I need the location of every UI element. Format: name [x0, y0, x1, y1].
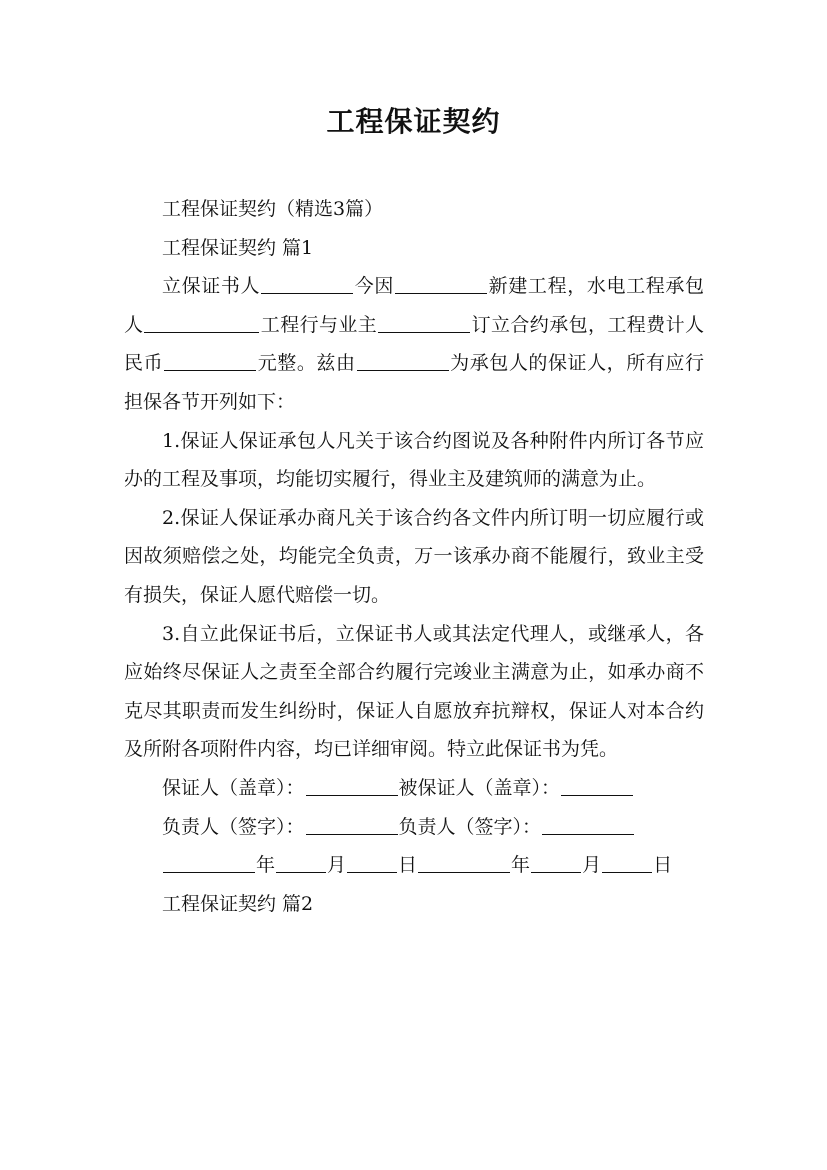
section-heading-2: 工程保证契约 篇2	[162, 892, 314, 915]
blank-responsible-2	[542, 815, 634, 835]
intro-text-3: 新建工程，水电工程承包人	[124, 275, 704, 336]
month-label-2: 月	[582, 854, 602, 877]
blank-year-1	[163, 853, 255, 873]
intro-text-1: 立保证书人	[162, 275, 261, 298]
blank-responsible-1	[306, 815, 398, 835]
intro-text-6: 元整。兹由	[257, 352, 356, 375]
guarantor-seal-label: 保证人（盖章）：	[162, 776, 305, 799]
blank-amount	[164, 351, 256, 371]
blank-guaranteed-seal	[561, 776, 633, 796]
guaranteed-seal-label: 被保证人（盖章）：	[398, 776, 561, 799]
subtitle: 工程保证契约（精选3篇）	[162, 198, 384, 220]
clause-1: 1.保证人保证承包人凡关于该合约图说及各种附件内所订各节应办的工程及事项，均能切实履行，得业主及建筑师的满意为止。	[124, 429, 704, 491]
intro-text-4: 工程行与业主	[260, 313, 378, 336]
blank-year-2	[418, 853, 510, 873]
blank-surety	[357, 351, 449, 371]
year-label-2: 年	[511, 854, 531, 877]
blank-project	[395, 274, 487, 294]
document-title: 工程保证契约	[326, 105, 501, 138]
intro-text-5: 订立合约承包，工程费计人民币	[124, 313, 704, 375]
signature-line-seal	[124, 769, 704, 808]
responsible-label-2: 负责人（签字）：	[398, 815, 542, 838]
year-label-1: 年	[256, 854, 276, 877]
blank-day-2	[602, 853, 652, 873]
responsible-label-1: 负责人（签字）：	[162, 815, 305, 838]
day-label-1: 日	[398, 854, 418, 877]
blank-guarantor	[261, 274, 353, 294]
month-label-1: 月	[327, 854, 347, 877]
day-label-2: 日	[653, 854, 673, 877]
date-line	[124, 846, 704, 885]
blank-owner	[378, 313, 470, 333]
signature-line-responsible	[124, 808, 704, 847]
blank-month-2	[531, 853, 581, 873]
intro-text-2: 今因	[354, 275, 395, 298]
blank-day-1	[347, 853, 397, 873]
intro-text-7: 为承包人的保证人，所有应行担保各节开列如下：	[124, 352, 704, 413]
section-heading-1: 工程保证契约 篇1	[162, 236, 314, 259]
document-body	[124, 190, 704, 923]
blank-month-1	[276, 853, 326, 873]
clause-3: 3.自立此保证书后，立保证书人或其法定代理人，或继承人，各应始终尽保证人之责至全部合约履行完竣业主满意为止，如承办商不克尽其职责而发生纠纷时，保证人自愿放弃抗辩权，保证人对本合约及所附各项附件内容，均已详细审阅。特立此保证书为凭。	[124, 622, 704, 761]
blank-contractor	[144, 313, 259, 333]
clause-2: 2.保证人保证承办商凡关于该合约各文件内所订明一切应履行或因故须赔偿之处，均能完全负责，万一该承办商不能履行，致业主受有损失，保证人愿代赔偿一切。	[124, 506, 704, 606]
intro-paragraph	[124, 267, 704, 421]
blank-guarantor-seal	[306, 776, 398, 796]
